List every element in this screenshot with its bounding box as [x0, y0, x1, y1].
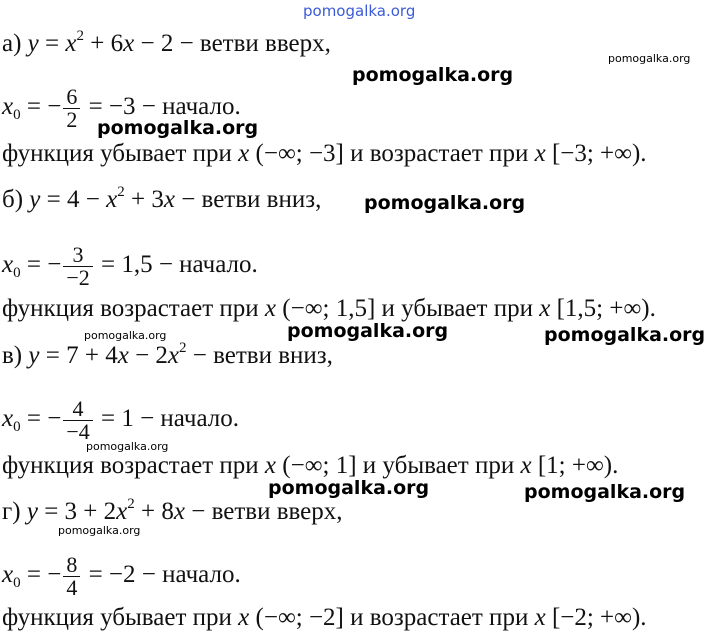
part-b-monotonicity: функция возрастает при x (−∞; 1,5] и убывает при x [1,5; +∞). [2, 295, 656, 322]
part-b-vertex: $x_0$ = − $\frac{3}{-2}$ = 1,5 − начало. [2, 242, 258, 290]
var-x: x [65, 30, 77, 57]
watermark: pomogalka.org [97, 117, 259, 139]
part-d-equation: г) $y = 3 + 2x^2 + 8x$ − ветви вверх, [2, 496, 343, 525]
part-marker: г) [2, 498, 21, 525]
fraction: $\frac{3}{-2}$ [63, 244, 92, 289]
watermark: pomogalka.org [364, 192, 526, 214]
part-d-monotonicity: функция убывает при x (−∞; −2] и возрастает при x [−2; +∞). [2, 604, 647, 631]
var-x: x [167, 342, 180, 369]
var-x: x [116, 498, 128, 525]
part-marker: в) [2, 342, 23, 369]
var-x: x [2, 93, 14, 121]
part-a-equation: а) $y = x^2 + 6x - 2$ − ветви вверх, [2, 28, 331, 57]
fraction: $\frac{8}{4}$ [63, 554, 80, 599]
var-x: x [2, 251, 14, 279]
var-y: y [27, 30, 39, 57]
part-marker: а) [2, 30, 22, 57]
part-d-vertex: $x_0$ = − $\frac{8}{4}$ = −2 − начало. [2, 552, 241, 600]
watermark-small: pomogalka.org [58, 524, 141, 537]
watermark-small: pomogalka.org [608, 52, 691, 65]
part-c-vertex: $x_0$ = − $\frac{4}{-4}$ = 1 − начало. [2, 396, 240, 444]
watermark: pomogalka.org [268, 477, 430, 499]
var-x: x [163, 186, 175, 213]
watermark: pomogalka.org [544, 324, 706, 346]
var-x: x [106, 186, 118, 213]
part-marker: б) [2, 186, 24, 213]
fraction: $\frac{6}{2}$ [63, 86, 80, 131]
watermark: pomogalka.org [352, 64, 514, 86]
part-c-equation: в) $y = 7 + 4x - 2x^2$ − ветви вниз, [2, 340, 333, 369]
watermark-small: pomogalka.org [86, 440, 169, 453]
var-y: y [26, 498, 38, 525]
var-x: x [117, 342, 129, 369]
var-x: x [123, 30, 135, 57]
watermark: pomogalka.org [287, 320, 449, 342]
part-b-equation: б) $y = 4 - x^2 + 3x$ − ветви вниз, [2, 184, 322, 213]
var-y: y [28, 342, 40, 369]
var-x: x [2, 561, 14, 589]
part-a-monotonicity: функция убывает при x (−∞; −3] и возрастает при x [−3; +∞). [2, 140, 647, 167]
var-y: y [29, 186, 41, 213]
part-c-monotonicity: функция возрастает при x (−∞; 1] и убывает при x [1; +∞). [2, 452, 619, 479]
fraction: $\frac{4}{-4}$ [63, 398, 92, 443]
part-a-vertex: $x_0$ = − $\frac{6}{2}$ = −3 − начало. [2, 84, 241, 132]
watermark-top: pomogalka.org [303, 2, 416, 20]
var-x: x [2, 405, 14, 433]
var-x: x [173, 498, 185, 525]
watermark: pomogalka.org [524, 481, 686, 503]
watermark-small: pomogalka.org [84, 329, 167, 342]
